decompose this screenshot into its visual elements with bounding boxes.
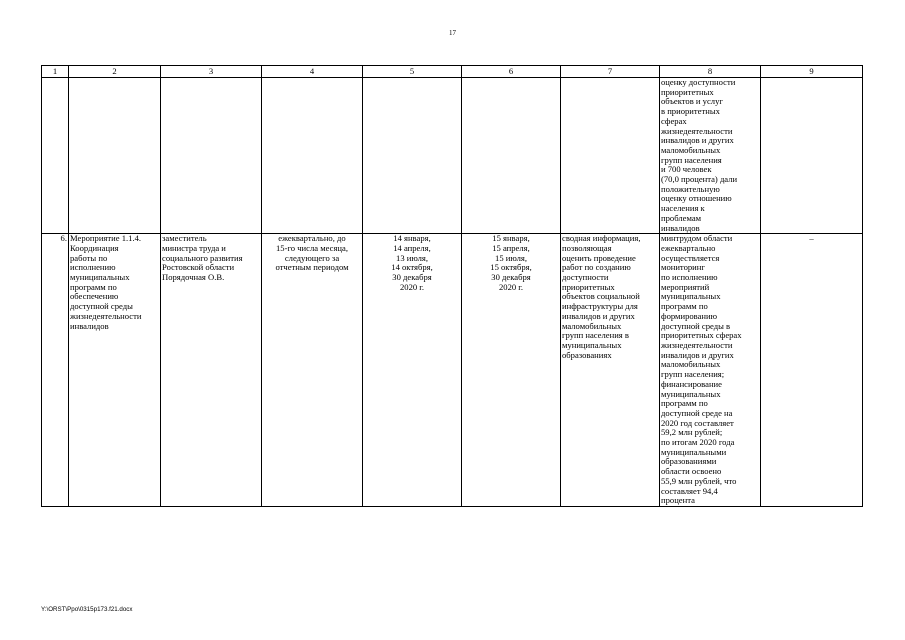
note-cell: – bbox=[761, 234, 863, 507]
periodicity: ежеквартально, до 15-го числа месяца, следующего за отчетным периодом bbox=[262, 234, 363, 507]
header-col-7: 7 bbox=[561, 66, 660, 78]
row-number: 6. bbox=[42, 234, 69, 507]
cont-cell-3 bbox=[161, 78, 262, 234]
cont-cell-4 bbox=[262, 78, 363, 234]
table-row-6 bbox=[42, 234, 863, 507]
page-number: 17 bbox=[449, 29, 456, 37]
header-col-6: 6 bbox=[462, 66, 561, 78]
cont-cell-8-text: оценку доступности приоритетных объектов и услуг в приоритетных сферах жизнедеятельности инвалидов и других маломобильных групп населения и 700 человек (70,0 процента) дали положительную оценку отношению населения к проблемам инвалидов bbox=[660, 78, 761, 234]
cont-cell-1 bbox=[42, 78, 69, 234]
expected-result: сводная информация, позволяющая оценить проведение работ по созданию доступности приоритетных объектов социальной инфраструктуры для инвалидов и других маломобильных групп населения в муниципальных образованиях bbox=[561, 234, 660, 507]
actual-dates: 15 января, 15 апреля, 15 июля, 15 октября, 30 декабря 2020 г. bbox=[462, 234, 561, 507]
header-row bbox=[42, 66, 863, 78]
file-path-footer: Y:\ORST\Ppo\0315p173.f21.docx bbox=[41, 606, 133, 613]
cont-cell-7 bbox=[561, 78, 660, 234]
header-col-4: 4 bbox=[262, 66, 363, 78]
planned-dates: 14 января, 14 апреля, 13 июля, 14 октября, 30 декабря 2020 г. bbox=[363, 234, 462, 507]
header-col-2: 2 bbox=[69, 66, 161, 78]
header-col-1: 1 bbox=[42, 66, 69, 78]
cont-cell-2 bbox=[69, 78, 161, 234]
report-table bbox=[41, 65, 863, 507]
header-col-9: 9 bbox=[761, 66, 863, 78]
responsible-person: заместитель министра труда и социального развития Ростовской области Порядочная О.В. bbox=[161, 234, 262, 507]
cont-cell-5 bbox=[363, 78, 462, 234]
event-name: Мероприятие 1.1.4. Координация работы по исполнению муниципальных программ по обеспечению доступной среды жизнедеятельности инвалидов bbox=[69, 234, 161, 507]
header-col-3: 3 bbox=[161, 66, 262, 78]
header-col-5: 5 bbox=[363, 66, 462, 78]
continuation-row bbox=[42, 78, 863, 234]
cont-cell-9 bbox=[761, 78, 863, 234]
execution-info: минтрудом области ежеквартально осуществляется мониторинг по исполнению мероприятий муниципальных программ по формированию доступной среды в приоритетных сферах жизнедеятельности инвалидов и других маломобильных групп населения; финансирование муниципальных программ по доступной среде на 2020 год составляет 59,2 млн рублей; по итогам 2020 года муниципальными образованиями области освоено 55,9 млн рублей, что составляет 94,4 процента bbox=[660, 234, 761, 507]
header-col-8: 8 bbox=[660, 66, 761, 78]
cont-cell-6 bbox=[462, 78, 561, 234]
